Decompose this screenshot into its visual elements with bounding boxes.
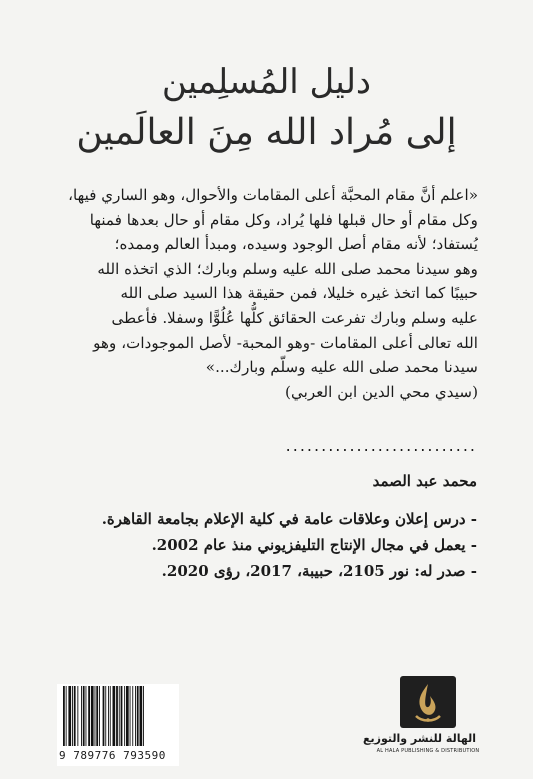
bio-item: - صدر له: نور 2105، حبيبة، 2017، رؤى 2020. — [161, 562, 477, 580]
quote-line: «اعلم أنَّ مقام المحبَّة أعلى المقامات والأحوال، وهو الساري فيها، — [68, 186, 478, 204]
isbn-barcode — [57, 684, 179, 766]
author-name: محمد عبد الصمد — [372, 472, 477, 490]
publisher-name-arabic: الهالة للنشر والتوزيع — [362, 732, 476, 745]
book-title-line-1: دليل المُسلِمين — [161, 62, 372, 102]
isbn-number: 9 789776 793590 — [59, 749, 166, 762]
author-bio — [102, 506, 477, 584]
publisher-logo — [400, 676, 456, 728]
bio-item: - يعمل في مجال الإنتاج التليفزيوني منذ عام 2002. — [151, 536, 477, 554]
quote-line: يُستفاد؛ لأنه مقام أصل الوجود وسيده، ومبدأ العالم وممده؛ — [114, 235, 478, 254]
quote-line: حبيبًا كما اتخذ غيره خليلا، فمن حقيقة هذا السيد صلى الله — [120, 284, 478, 303]
publisher-name-english: AL HALA PUBLISHING & DISTRIBUTION — [376, 748, 480, 754]
quote-attribution: (سيدي محي الدين ابن العربي) — [285, 382, 478, 401]
bio-item: - درس إعلان وعلاقات عامة في كلية الإعلام بجامعة القاهرة. — [101, 510, 477, 528]
quote-line: وكل مقام أو حال قبلها فلها يُراد، وكل مقام أو حال بعدها فمنها — [89, 210, 478, 229]
quote-line: عليه وسلم وبارك تفرعت الحقائق كلُّها عُلُوًّا وسفلا. فأعطى — [111, 308, 478, 327]
book-title-line-2: إلى مُراد الله مِنَ العالَمين — [76, 112, 457, 153]
quote-line: الله تعالى أعلى المقامات -وهو المحبة- لأصل الموجودات، وهو — [93, 333, 478, 352]
quote-line: سيدنا محمد صلى الله عليه وسلّم وبارك...» — [205, 358, 478, 377]
barcode-bars-icon — [57, 684, 179, 750]
flame-logo-icon — [400, 676, 456, 728]
quote-block — [58, 183, 478, 404]
separator-dots: ........................... — [285, 436, 477, 455]
quote-line: وهو سيدنا محمد صلى الله عليه وسلم وبارك؛ الذي اتخذه الله — [97, 259, 478, 278]
